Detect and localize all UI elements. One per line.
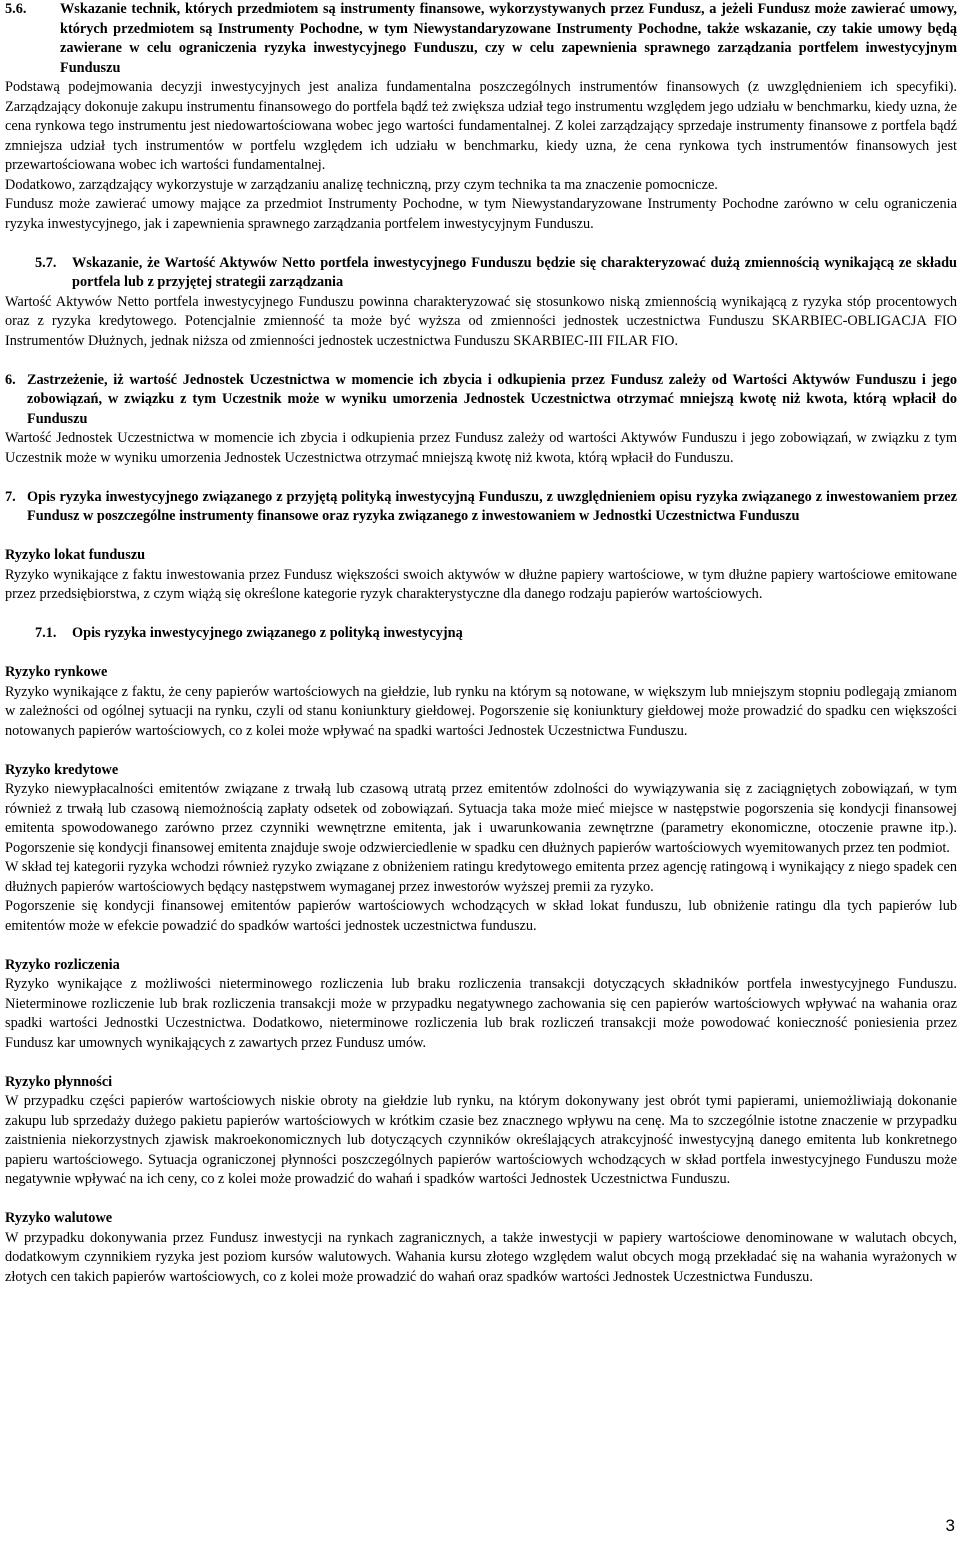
paragraph: Dodatkowo, zarządzający wykorzystuje w zarządzaniu analizę techniczną, przy czym technika ta ma znaczenie pomocnicze. xyxy=(5,176,718,193)
section-5-7-heading xyxy=(5,254,957,293)
section-title: Wskazanie, że Wartość Aktywów Netto portfela inwestycyjnego Funduszu będzie się charakteryzować dużą zmiennością wynikającą ze składu portfela lub z przyjętej strategii zarządzania xyxy=(72,254,957,290)
subheading-ryzyko-kredytowe: Ryzyko kredytowe xyxy=(5,761,119,778)
paragraph: Ryzyko wynikające z możliwości nieterminowego rozliczenia lub braku rozliczenia transakcji dotyczących składników portfela inwestycyjnego Funduszu. Nieterminowe rozliczenie lub brak rozliczenia transakcji może w przypadku negatywnego zachowania się cen papierów wartościowych wpływać na wahania oraz spadki wartości Jednostki Uczestnictwa. Dodatkowo, nieterminowe rozliczenia lub brak rozliczeń transakcji może powodować konieczność poniesienia przez Fundusz kar umownych wynikających z zawartych przez Fundusz umów. xyxy=(5,976,957,1051)
paragraph: Pogorszenie się kondycji finansowej emitentów papierów wartościowych wchodzących w skład lokat funduszu, lub obniżenie ratingu dla tych papierów lub emitentów może w efekcie powadzić do spadków wartości jednostek uczestnictwa funduszu. xyxy=(5,898,957,934)
page-number: 3 xyxy=(945,1516,955,1535)
paragraph: Fundusz może zawierać umowy mające za przedmiot Instrumenty Pochodne, w tym Niewystandaryzowane Instrumenty Pochodne zarówno w celu ograniczenia ryzyka inwestycyjnego, jak i zapewnienia sprawnego zarządzania portfelem inwestycyjnym Funduszu. xyxy=(5,196,957,232)
section-number: 5.7. xyxy=(35,254,57,271)
section-title: Opis ryzyka inwestycyjnego związanego z polityką inwestycyjną xyxy=(72,625,463,641)
section-title: Wskazanie technik, których przedmiotem są instrumenty finansowe, wykorzystywanych przez Fundusz, a jeżeli Fundusz może zawierać umowy, których przedmiotem są Instrumenty Pochodne, w tym Niewystandaryzowane Instrumenty Pochodne, także wskazanie, czy takie umowy będą zawierane w celu ograniczenia ryzyka inwestycyjnego Funduszu, czy w celu zapewnienia sprawnego zarządzania portfelem inwestycyjnym Funduszu xyxy=(60,1,957,76)
section-number: 5.6. xyxy=(5,1,27,17)
paragraph: Wartość Aktywów Netto portfela inwestycyjnego Funduszu powinna charakteryzować się stosunkowo niską zmiennością wynikającą z ryzyka stóp procentowych oraz z ryzyka kredytowego. Potencjalnie zmienność ta może być wyższa od zmienności jednostek uczestnictwa Funduszu SKARBIEC-OBLIGACJA FIO Instrumentów Dłużnych, jednak niższa od zmienności jednostek uczestnictwa Funduszu SKARBIEC-III FILAR FIO. xyxy=(5,293,957,349)
paragraph: W przypadku dokonywania przez Fundusz inwestycji na rynkach zagranicznych, a także inwestycji w papiery wartościowe denominowane w walutach obcych, dodatkowym czynnikiem ryzyka jest poziom kursów walutowych. Wahania kursu złotego względem walut obcych mogą przekładać się na wahania wyrażonych w złotych cen takich papierów wartościowych, co z kolei może prowadzić do wahań oraz spadków wartości Jednostek Uczestnictwa Funduszu. xyxy=(5,1229,957,1285)
paragraph: Ryzyko wynikające z faktu, że ceny papierów wartościowych na giełdzie, lub rynku na którym są notowane, w większym lub mniejszym stopniu podlegają zmianom w zależności od ogólnej sytuacji na rynku, czyli od stanu koniunktury giełdowej. Pogorszenie się koniunktury giełdowej może prowadzić do spadku cen większości notowanych papierów wartościowych, co z kolei może wpływać na spadki wartości Jednostek Uczestnictwa Funduszu. xyxy=(5,683,957,739)
paragraph: W przypadku części papierów wartościowych niskie obroty na giełdzie lub rynku, na którym dokonywany jest obrót tymi papierami, uniemożliwiają dokonanie zakupu lub sprzedaży dużego pakietu papierów wartościowych w krótkim czasie bez znacznego wpływu na cenę. Ma to szczególnie istotne znaczenie w przypadku zaistnienia niekorzystnych zjawisk makroekonomicznych lub dotyczących czynników określających atrakcyjność inwestycyjną danego emitenta lub konkretnego papieru wartościowego. Sytuacja ograniczonej płynności poszczególnych papierów wartościowych wchodzących w skład portfela inwestycyjnego Funduszu może negatywnie wpływać na ich ceny, co z kolei może prowadzić do wahań i spadków wartości Jednostek Uczestnictwa Funduszu. xyxy=(5,1093,957,1187)
paragraph: Wartość Jednostek Uczestnictwa w momencie ich zbycia i odkupienia przez Fundusz zależy od wartości Aktywów Funduszu i jego zobowiązań, w związku z tym Uczestnik może w wyniku umorzenia Jednostek Uczestnictwa otrzymać mniejszą kwotę niż kwota, którą wpłacił do Funduszu. xyxy=(5,430,957,466)
paragraph: Ryzyko wynikające z faktu inwestowania przez Fundusz większości swoich aktywów w dłużne papiery wartościowe, w tym dłużne papiery wartościowe emitowane przez przedsiębiorstwa, z czym wiążą się określone kategorie ryzyk charakterystyczne dla danego rodzaju papierów wartościowych. xyxy=(5,566,957,602)
section-6-heading xyxy=(5,371,957,430)
subheading-ryzyko-walutowe: Ryzyko walutowe xyxy=(5,1210,113,1226)
section-title: Opis ryzyka inwestycyjnego związanego z przyjętą polityką inwestycyjną Funduszu, z uwzględnieniem opisu ryzyka związanego z inwestowaniem przez Fundusz w poszczególne instrumenty finansowe oraz ryzyka związanego z inwestowaniem w Jednostki Uczestnictwa Funduszu xyxy=(27,488,957,524)
subheading-ryzyko-lokat: Ryzyko lokat funduszu xyxy=(5,547,146,563)
subheading-ryzyko-plynnosci: Ryzyko płynności xyxy=(5,1073,113,1090)
section-number: 7.1. xyxy=(35,625,57,641)
paragraph: W skład tej kategorii ryzyka wchodzi również ryzyko związane z obniżeniem ratingu kredytowego emitenta przez agencję ratingową i wynikający z niego spadek cen dłużnych papierów wartościowych będący następstwem wymaganej przez inwestorów wyższej premii za ryzyko. xyxy=(5,859,957,895)
section-number: 6. xyxy=(5,371,16,388)
subheading-ryzyko-rozliczenia: Ryzyko rozliczenia xyxy=(5,956,120,973)
subheading-ryzyko-rynkowe: Ryzyko rynkowe xyxy=(5,664,108,680)
section-7-1-heading xyxy=(5,624,957,644)
section-title: Zastrzeżenie, iż wartość Jednostek Uczestnictwa w momencie ich zbycia i odkupienia przez Fundusz zależy od Wartości Aktywów Funduszu i jego zobowiązań, w związku z tym Uczestnik może w wyniku umorzenia Jednostek Uczestnictwa otrzymać mniejszą kwotę niż kwota, którą wpłacił do Funduszu xyxy=(27,371,957,427)
section-7-heading xyxy=(5,488,957,527)
document-page xyxy=(5,0,957,1287)
section-number: 7. xyxy=(5,488,16,505)
section-5-6-heading xyxy=(5,0,957,78)
paragraph: Podstawą podejmowania decyzji inwestycyjnych jest analiza fundamentalna poszczególnych instrumentów finansowych (z uwzględnieniem ich specyfiki). Zarządzający dokonuje zakupu instrumentu finansowego do portfela bądź też zwiększa udział tego instrumentu względem jego udziału w benchmarku, kiedy uzna, że cena rynkowa tego instrumentu jest niedowartościowana wobec jego wartości fundamentalnej. Z kolei zarządzający sprzedaje instrumenty finansowe z portfela bądź zmniejsza udział tych instrumentów w portfelu względem ich udziału w benchmarku, kiedy uzna, że cena rynkowa tych instrumentów finansowych jest przewartościowana wobec ich wartości fundamentalnej. xyxy=(5,79,957,173)
paragraph: Ryzyko niewypłacalności emitentów związane z trwałą lub czasową utratą przez emitentów zdolności do wywiązywania się z zaciągniętych zobowiązań, w tym również z trwałą lub czasową niemożnością zapłaty odsetek od zobowiązań. Sytuacja taka może mieć miejsce w następstwie pogorszenia się kondycji finansowej emitenta spowodowanego zarówno przez czynniki wewnętrzne emitenta, jak i uwarunkowania zewnętrzne (parametry ekonomiczne, otoczenie prawne itp.). Pogorszenie się kondycji finansowej emitenta znajduje swoje odzwierciedlenie w spadku cen dłużnych papierów wartościowych wyemitowanych przez ten podmiot. xyxy=(5,781,957,856)
